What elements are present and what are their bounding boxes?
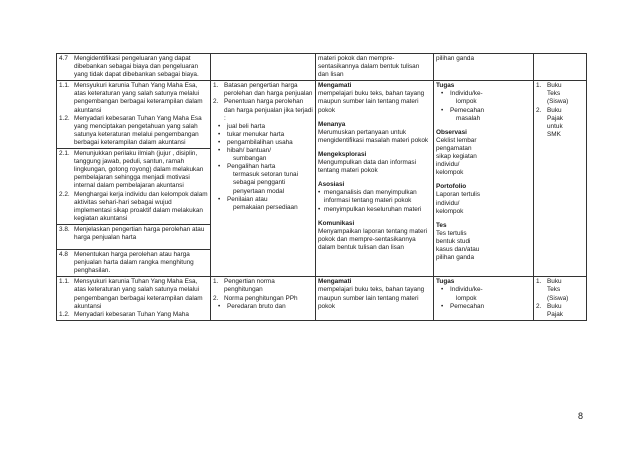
materi-bullet: • Pengalihan harta bbox=[218, 163, 276, 171]
section-heading: Mengamati bbox=[318, 278, 352, 286]
page-number: 8 bbox=[578, 411, 584, 421]
table-row bbox=[57, 81, 587, 149]
kd-item: 1.2. Menyadari kebesaran Tuhan Yang Maha Esa yang menciptakan pengetahuan yang salah satunya keteraturan melalui pengembangan berbagai keterampilan dalam akuntansi bbox=[59, 114, 202, 146]
kd-cell bbox=[57, 81, 211, 149]
syllabus-table bbox=[56, 53, 587, 321]
kd-item: 1.2. Menyadari kebesaran Tuhan Yang Maha bbox=[59, 310, 189, 318]
materi-item: 1. Batasan pengertian harga perolehan dan harga penjualan bbox=[213, 82, 313, 98]
kd-item: 1.1. Mensyukuri karunia Tuhan Yang Maha Esa, atas keteraturan yang salah satunya melalui pengembangan berbagai keterampilan dalam akuntansi bbox=[59, 82, 203, 114]
section-heading: Komunikasi bbox=[318, 219, 355, 227]
penilaian-cell: Tugas • Individu/ke- lompok • Pemecahan bbox=[434, 277, 534, 320]
sumber-cell: 1. Buku Teks (Siswa) 2. Buku Pajak untuk SMK bbox=[534, 81, 587, 277]
kd-item: 2.1. Menunjukkan perilaku ilmiah (jujur , disiplin, tanggung jawab, peduli, santun, ramah lingkungan, gotong royong) dalam melakukan pembelajaran sehingga menjadi motivasi internal dalam pembelajaran akuntansi bbox=[59, 150, 204, 190]
materi-cell: 1. Batasan pengertian harga perolehan dan harga penjualan 2. Penentuan harga perolehan dan harga penjualan jika terjadi : • jual beli harta • tukar menukar harta • pengambilalihan usaha • hibah/ bantuan/ sumbangan • Pengalihan harta termasuk setoran tunai sebagai pengganti penyertaan modal • Penilaian atau pemakaian persediaan bbox=[211, 81, 316, 277]
kd-cell bbox=[57, 224, 211, 249]
materi-bullet: • jual beli harta bbox=[218, 122, 266, 130]
kd-cell bbox=[57, 54, 211, 81]
table-row bbox=[57, 54, 587, 81]
sumber-cell bbox=[534, 54, 587, 81]
materi-item: 1. Pengertian norma penghitungan bbox=[213, 278, 275, 294]
kd-cell bbox=[57, 277, 211, 320]
section-heading: Tugas bbox=[436, 278, 455, 286]
section-heading: Portofolio bbox=[436, 183, 467, 191]
section-heading: Mengamati bbox=[318, 82, 352, 90]
materi-bullet: • Penilaian atau bbox=[218, 195, 268, 203]
materi-item: 2. Penentuan harga perolehan dan harga penjualan jika terjadi : bbox=[213, 98, 313, 122]
materi-bullet: • tukar menukar harta bbox=[218, 130, 285, 138]
kegiatan-cell: Mengamati mempelajari buku teks, bahan tayang maupun sumber lain tentang materi pokok bbox=[316, 277, 434, 320]
kd-cell bbox=[57, 250, 211, 277]
table-row bbox=[57, 277, 587, 320]
kd-item: 1.1. Mensyukuri karunia Tuhan Yang Maha Esa, atas keteraturan yang salah satunya melalui pengembangan berbagai keterampilan dalam akuntansi bbox=[59, 278, 203, 310]
penilaian-cell: Tugas • Individu/ke- lompok • Pemecahan masalah Observasi Ceklist lembar pengamatan sikap kegiatan individu/ kelompok Portofolio Laporan tertulis individu/ kelompok Tes Tes tertulis bentuk studi kasus dan/atau pilihan ganda bbox=[434, 81, 534, 277]
sumber-cell: 1. Buku Teks (Siswa) 2. Buku Pajak bbox=[534, 277, 587, 320]
materi-cell bbox=[211, 277, 316, 320]
kegiatan-cell: materi pokok dan mempre- sentasikannya dalam bentuk tulisan dan lisan bbox=[316, 54, 434, 81]
materi-bullet: • Peredaran bruto dan bbox=[218, 302, 286, 310]
section-heading: Tugas bbox=[436, 82, 455, 90]
penilaian-cell: pilihan ganda bbox=[434, 54, 534, 81]
section-heading: Observasi bbox=[436, 128, 467, 136]
section-heading: Tes bbox=[436, 221, 447, 229]
kegiatan-cell: Mengamati mempelajari buku teks, bahan tayang maupun sumber lain tentang materi pokok Menanya Merumuskan pertanyaan untuk mengidentifikasi masalah materi pokok Mengeksplorasi Mengumpulkan data dan informasi tentang materi pokok Asosiasi • menganalisis dan menyimpulkan informasi tentang materi pokok • menyimpulkan keseluruhan materi Komunikasi Menyampaikan laporan tentang materi pokok dan mempre-sentasikannya dalam bentuk tulisan dan lisan bbox=[316, 81, 434, 277]
kd-cell bbox=[57, 149, 211, 225]
kd-item: 4.7 Mengidentifikasi pengeluaran yang dapat dibebankan sebagai biaya dan pengeluaran yang tidak dapat dibebankan sebagai biaya. bbox=[59, 55, 199, 79]
section-heading: Asosiasi bbox=[318, 181, 345, 189]
materi-item: 2. Norma penghitungan PPh bbox=[213, 294, 298, 302]
materi-bullet: • pengambilalihan usaha bbox=[218, 138, 293, 146]
materi-cell bbox=[211, 54, 316, 81]
kd-item: 3.8. Menjelaskan pengertian harga perolehan atau harga penjualan harta bbox=[59, 225, 205, 241]
materi-bullet: • hibah/ bantuan/ bbox=[218, 147, 272, 155]
section-heading: Menanya bbox=[318, 120, 346, 128]
section-heading: Mengeksplorasi bbox=[318, 150, 367, 158]
kd-item: 4.8 Menentukan harga perolehan atau harga penjualan harta dalam rangka menghitung penghasilan. bbox=[59, 251, 194, 275]
kd-item: 2.2. Menghargai kerja individu dan kelompok dalam aktivitas sehari-hari sebagai wujud implementasi sikap proaktif dalam melakukan kegiatan akuntansi bbox=[59, 190, 208, 222]
